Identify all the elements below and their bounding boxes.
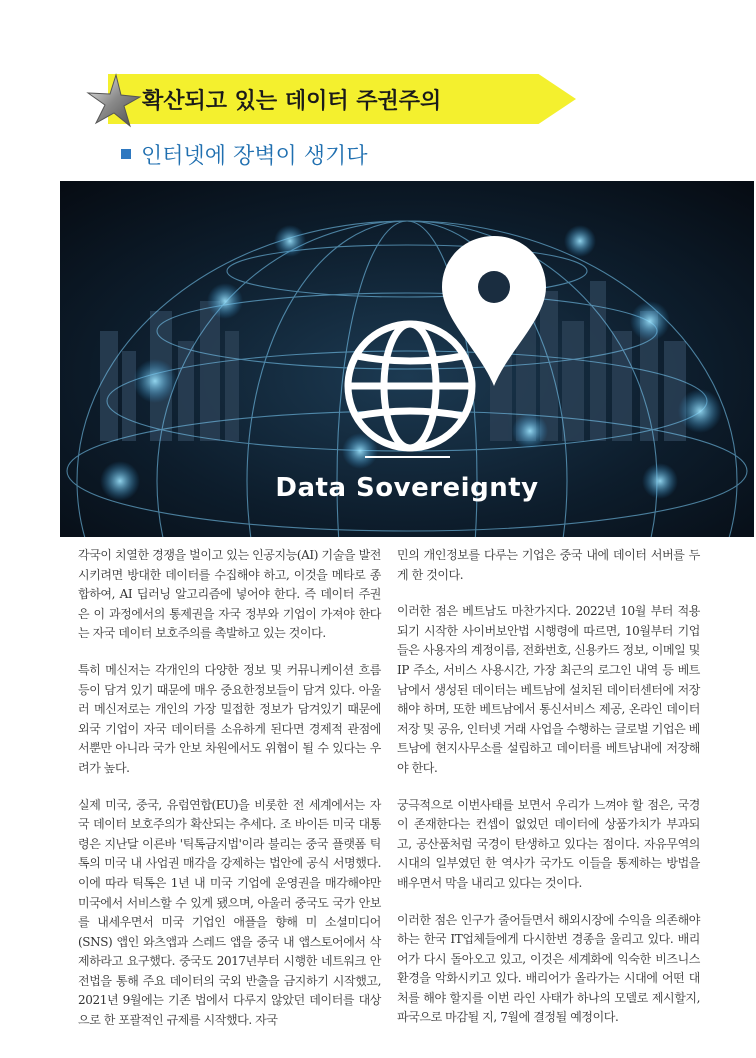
paragraph: 이러한 점은 인구가 줄어들면서 해외시장에 수익을 의존해야 하는 한국 IT업체들에게 다시한번 경종을 울리고 있다. 배리어가 다시 돌아오고 있고, 이것은 세계화에 익숙한 비즈니스 환경을 악화시키고 있다. 배리어가 올라가는 시대에 어떤 대처를 해야 할지를 이번 라인 사태가 하나의 모델로 제시할지, 파국으로 마감될 지, 7월에 결정될 예정이다.: [397, 912, 700, 1025]
paragraph: 각국이 치열한 경쟁을 벌이고 있는 인공지능(AI) 기술을 발전시키려면 방대한 데이터를 수집해야 하고, 이것을 메타로 종합하여, AI 딥러닝 알고리즘에 넣어야 한다. 즉 데이터 주권은 이 과정에서의 통제권을 자국 정부와 기업이 가져야 한다는 자국 데이터 보호주의를 촉발하고 있는 것이다.: [78, 548, 381, 641]
paragraph: 궁극적으로 이번사태를 보면서 우리가 느껴야 할 점은, 국경이 존재한다는 컨셉이 없었던 데이터에 상품가치가 부과되고, 공산품처럼 국경이 탄생하고 있다는 점이다. 자유무역의 시대의 일부였던 한 역사가 국가도 이들을 통제하는 방법을 배우면서 막을 내리고 있다는 것이다.: [397, 797, 700, 890]
hero-image: [60, 181, 754, 537]
section-subtitle: 인터넷에 장벽이 생기다: [141, 144, 368, 169]
article-right-column: [397, 546, 700, 1045]
paragraph: 이러한 점은 베트남도 마찬가지다. 2022년 10월 부터 적용되기 시작한 사이버보안법 시행령에 따르면, 10월부터 기업들은 사용자의 계정이름, 전화번호, 신용카드 정보, 이메일 및 IP 주소, 서비스 사용시간, 가장 최근의 로그인 내역 등 베트남에서 생성된 데이터는 베트남에 설치된 데이터센터에 저장해야 하며, 또한 베트남에서 통신서비스 제공, 온라인 데이터 저장 및 공유, 인터넷 거래 사업을 수행하는 글로벌 기업은 베트남에 현지사무소를 설립하고 데이터를 베트남내에 저장해야 한다.: [397, 604, 700, 775]
paragraph: 특히 메신저는 각개인의 다양한 정보 및 커뮤니케이션 흐름등이 담겨 있기 때문에 매우 중요한정보들이 담겨 있다. 아울러 메신저로는 개인의 가장 밀접한 정보가 담겨있기 때문에 외국 기업이 자국 데이터를 소유하게 된다면 경제적 관점에서뿐만 아니라 국가 안보 차원에서도 위협이 될 수 있다는 우려가 높다.: [78, 662, 381, 775]
star-icon: [86, 73, 142, 129]
paragraph: 민의 개인정보를 다루는 기업은 중국 내에 데이터 서버를 두게 한 것이다.: [397, 548, 700, 582]
page-title: 확산되고 있는 데이터 주권주의: [142, 89, 442, 114]
hero-caption: Data Sovereignty: [275, 473, 539, 503]
subtitle-bullet: [121, 149, 131, 159]
article-left-column: [78, 546, 381, 1048]
paragraph: 실제 미국, 중국, 유럽연합(EU)을 비롯한 전 세계에서는 자국 데이터 보호주의가 확산되는 추세다. 조 바이든 미국 대통령은 지난달 이른바 '틱톡금지법'이라 불리는 중국 플랫폼 틱톡의 미국 내 사업권 매각을 강제하는 법안에 공식 서명했다. 이에 따라 틱톡은 1년 내 미국 기업에 운영권을 매각해야만 미국에서 서비스할 수 있게 됐으며, 아울러 중국도 국가 안보를 내세우면서 미국 기업인 애플을 향해 미 소셜미디어(SNS) 앱인 와츠앱과 스레드 앱을 중국 내 앱스토어에서 삭제하라고 요구했다. 중국도 2017년부터 시행한 네트워크 안전법을 통해 주요 데이터의 국외 반출을 금지하기 시작했고, 2021년 9월에는 기존 법에서 다루지 않았던 데이터를 대상으로 한 포괄적인 규제를 시작했다. 자국: [78, 797, 381, 1028]
